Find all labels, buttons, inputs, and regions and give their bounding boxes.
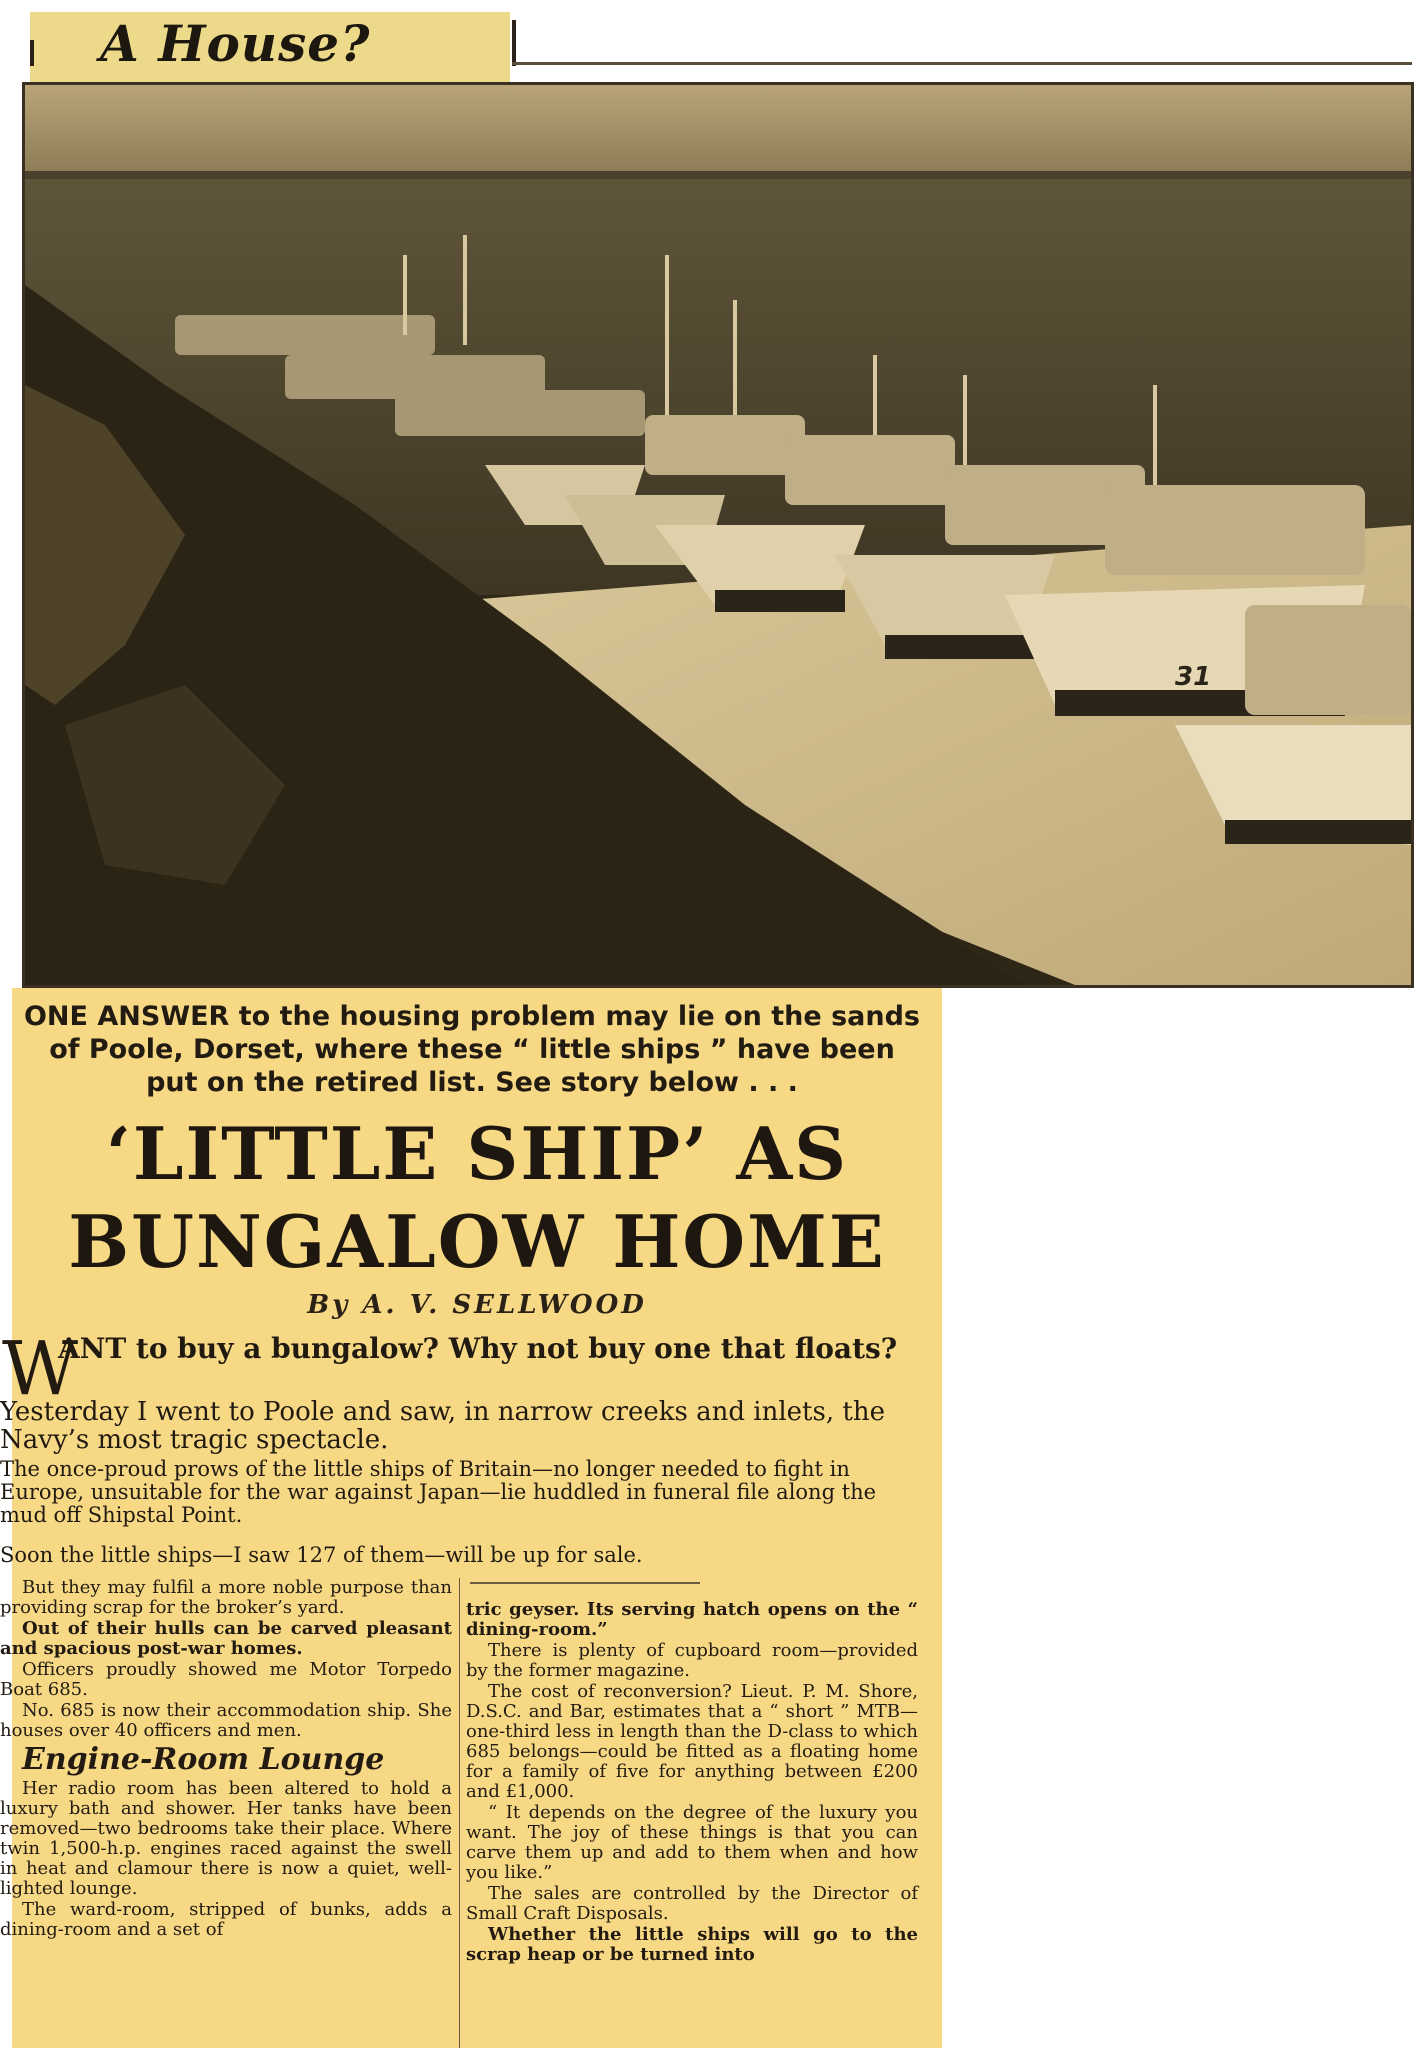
lead-question: ANT to buy a bungalow? Why not buy one that floats?: [58, 1332, 898, 1365]
column-paragraph: Her radio room has been altered to hold a luxury bath and shower. Her tanks have been removed—two bedrooms take their place. Where twin 1,500-h.p. engines raced against the swell in heat and clamour there is now a quiet, well-lighted lounge.: [0, 1778, 452, 1899]
headline: [22, 1110, 932, 1286]
clipping-mark-right: [512, 20, 516, 66]
news-photograph: [22, 82, 1414, 988]
drop-cap: W: [2, 1326, 79, 1412]
column-paragraph: But they may fulfil a more noble purpose than providing scrap for the broker’s yard.: [0, 1577, 452, 1618]
headline-line-2: BUNGALOW HOME: [68, 1199, 886, 1284]
headline-line-1: ‘LITTLE SHIP’ AS: [105, 1111, 849, 1196]
paragraph-3: Soon the little ships—I saw 127 of them—will be up for sale.: [0, 1543, 643, 1567]
column-paragraph: The cost of reconversion? Lieut. P. M. Shore, D.S.C. and Bar, estimates that a “ short ” MTB—one-third less in length than the D-class to which 685 belongs—could be fitted as a floating home for a family of five for anything between £200 and £1,000.: [466, 1681, 918, 1802]
column-paragraph: No. 685 is now their accommodation ship. She houses over 40 officers and men.: [0, 1700, 452, 1741]
photo-caption: [22, 1000, 922, 1099]
column-top-rule: [470, 1582, 700, 1584]
subheading: Engine-Room Lounge: [22, 1742, 385, 1777]
article-column-right: [466, 1600, 918, 1966]
hull-number: 31: [1175, 662, 1212, 692]
column-rule: [459, 1578, 460, 2048]
paragraph-1: Yesterday I went to Poole and saw, in narrow creeks and inlets, the Navy’s most tragic spectacle.: [0, 1397, 885, 1455]
column-paragraph: The ward-room, stripped of bunks, adds a dining-room and a set of: [0, 1899, 452, 1940]
clipping-rule: [512, 62, 1412, 65]
column-paragraph: Out of their hulls can be carved pleasant and spacious post-war homes.: [0, 1618, 452, 1659]
column-paragraph: There is plenty of cupboard room—provided by the former magazine.: [466, 1640, 918, 1681]
column-paragraph: “ It depends on the degree of the luxury you want. The joy of these things is that you can carve them up and add to them when and how you like.”: [466, 1802, 918, 1883]
article-column-left: [0, 1578, 452, 1941]
clipping-title: A House?: [100, 14, 371, 73]
clipping-mark-left: [30, 40, 34, 66]
byline: By A. V. SELLWOOD: [307, 1290, 647, 1320]
caption-text: to the housing problem may lie on the sands of Poole, Dorset, where these “ little ships ” have been put on the retired list. See story below . . .: [49, 1001, 920, 1098]
paragraph-2: The once-proud prows of the little ships of Britain—no longer needed to fight in Europe, unsuitable for the war against Japan—lie huddled in funeral file along the mud off Shipstal Point.: [0, 1457, 877, 1527]
caption-lead: ONE ANSWER: [23, 1001, 230, 1032]
column-paragraph: Whether the little ships will go to the scrap heap or be turned into: [466, 1924, 918, 1965]
column-paragraph: The sales are controlled by the Director of Small Craft Disposals.: [466, 1883, 918, 1924]
column-paragraph: Officers proudly showed me Motor Torpedo Boat 685.: [0, 1659, 452, 1700]
column-paragraph: tric geyser. Its serving hatch opens on the “ dining-room.”: [466, 1599, 918, 1640]
